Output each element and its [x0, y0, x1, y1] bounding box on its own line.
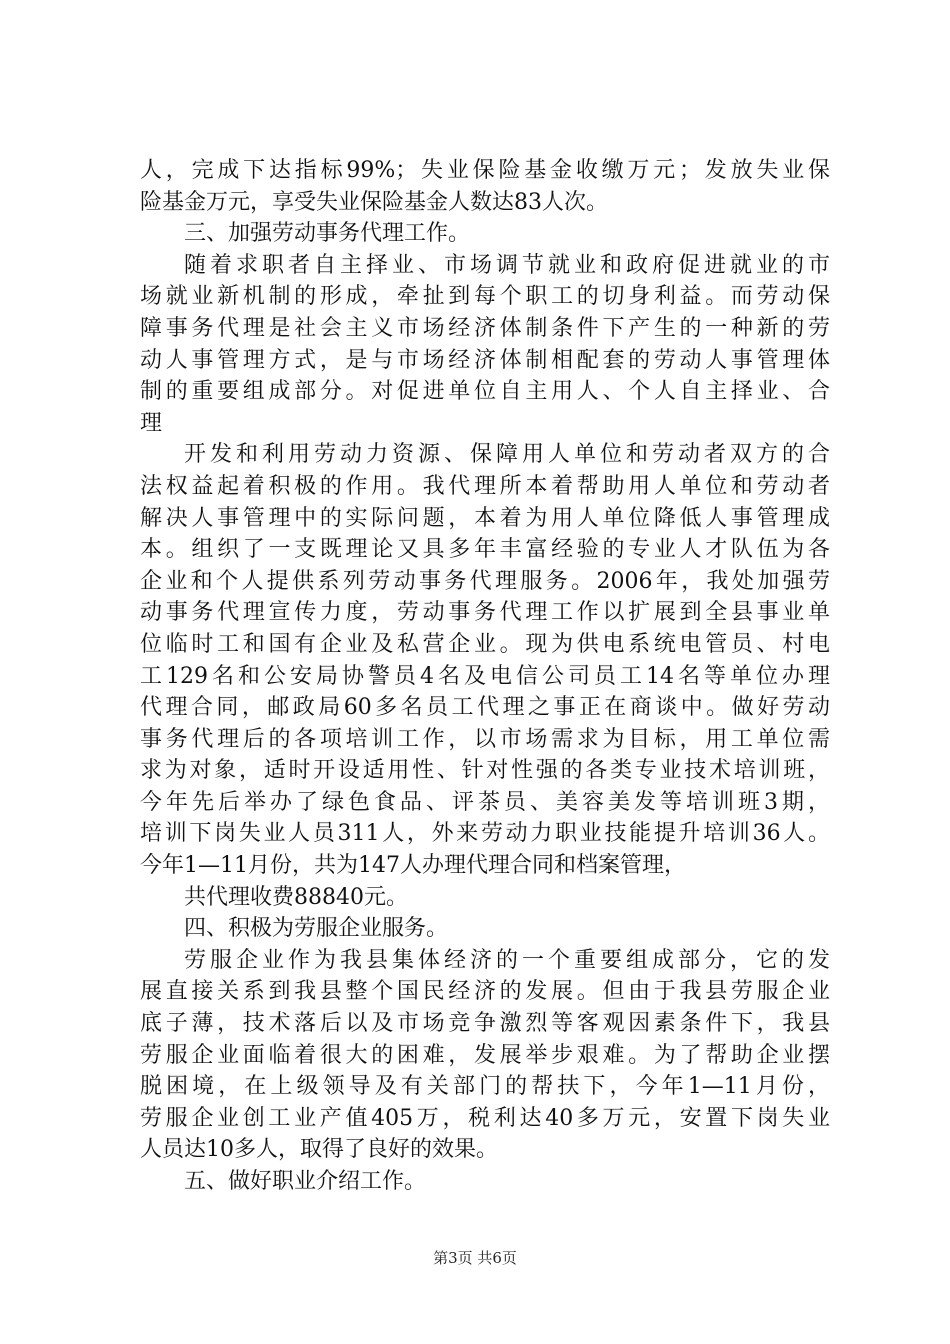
text-line: 三、加强劳动事务代理工作。 — [184, 221, 471, 247]
text-line: 培训下岗失业人员311人，外来劳动力职业技能提升培训36人。 — [140, 821, 830, 847]
text-line: 解决人事管理中的实际问题，本着为用人单位降低人事管理成 — [140, 505, 830, 531]
text-line: 障事务代理是社会主义市场经济体制条件下产生的一种新的劳 — [140, 315, 830, 341]
text-line: 随着求职者自主择业、市场调节就业和政府促进就业的市 — [184, 252, 830, 278]
text-line: 劳服企业作为我县集体经济的一个重要组成部分，它的发 — [184, 947, 830, 973]
text-line: 脱困境，在上级领导及有关部门的帮扶下，今年1—11月份， — [140, 1074, 830, 1100]
text-line: 人，完成下达指标99%；失业保险基金收缴万元；发放失业保 — [140, 158, 830, 183]
text-line: 动事务代理宣传力度，劳动事务代理工作以扩展到全县事业单 — [140, 600, 830, 626]
text-line: 法权益起着积极的作用。我代理所本着帮助用人单位和劳动者 — [140, 473, 830, 499]
text-line: 理 — [140, 410, 163, 436]
text-line: 共代理收费88840元。 — [184, 884, 408, 910]
text-line: 展直接关系到我县整个国民经济的发展。但由于我县劳服企业 — [140, 979, 830, 1005]
text-line: 制的重要组成部分。对促进单位自主用人、个人自主择业、合 — [140, 379, 830, 405]
text-line: 企业和个人提供系列劳动事务代理服务。2006年，我处加强劳 — [140, 568, 830, 594]
text-line: 五、做好职业介绍工作。 — [184, 1169, 427, 1194]
document-body — [140, 155, 830, 1198]
text-line: 险基金万元，享受失业保险基金人数达83人次。 — [140, 189, 608, 215]
text-line: 求为对象，适时开设适用性、针对性强的各类专业技术培训班， — [140, 758, 830, 784]
text-line: 今年1—11月份，共为147人办理代理合同和档案管理， — [140, 853, 686, 879]
text-line: 劳服企业创工业产值405万，税利达40多万元，安置下岗失业 — [140, 1105, 830, 1131]
text-line: 动人事管理方式，是与市场经济体制相配套的劳动人事管理体 — [140, 347, 830, 373]
text-line: 今年先后举办了绿色食品、评茶员、美容美发等培训班3期， — [140, 789, 830, 815]
page-footer: 第3页 共6页 — [433, 1249, 517, 1267]
text-line: 底子薄，技术落后以及市场竞争激烈等客观因素条件下，我县 — [140, 1011, 830, 1037]
text-line: 劳服企业面临着很大的困难，发展举步艰难。为了帮助企业摆 — [140, 1042, 830, 1068]
text-line: 代理合同，邮政局60多名员工代理之事正在商谈中。做好劳动 — [140, 695, 830, 721]
text-line: 开发和利用劳动力资源、保障用人单位和劳动者双方的合 — [184, 442, 830, 468]
text-line: 场就业新机制的形成，牵扯到每个职工的切身利益。而劳动保 — [140, 284, 830, 310]
text-line: 事务代理后的各项培训工作，以市场需求为目标，用工单位需 — [140, 726, 830, 752]
text-line: 位临时工和国有企业及私营企业。现为供电系统电管员、村电 — [140, 631, 830, 657]
text-line: 四、积极为劳服企业服务。 — [184, 916, 449, 942]
text-line: 本。组织了一支既理论又具多年丰富经验的专业人才队伍为各 — [140, 537, 830, 563]
text-line: 人员达10多人，取得了良好的效果。 — [140, 1137, 498, 1163]
text-line: 工129名和公安局协警员4名及电信公司员工14名等单位办理 — [140, 663, 830, 689]
